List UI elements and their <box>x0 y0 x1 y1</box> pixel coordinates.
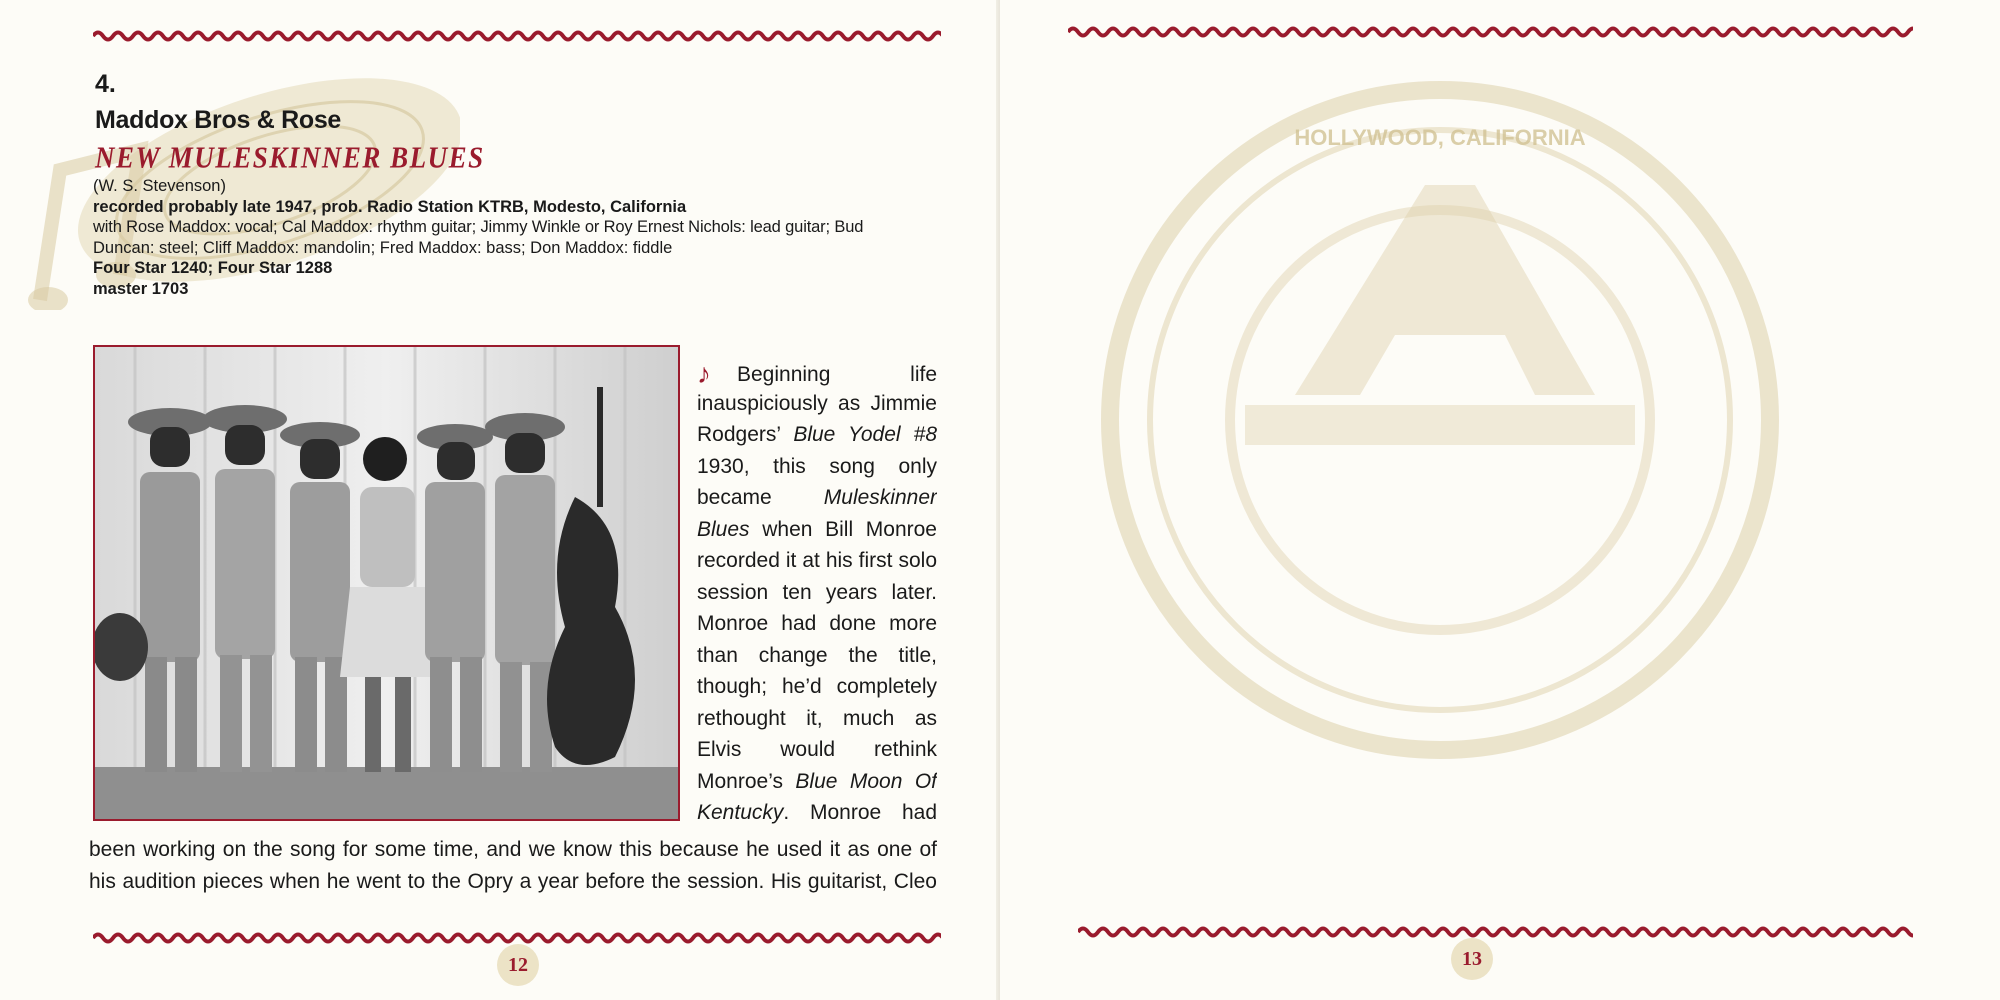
personnel-line-2: Duncan: steel; Cliff Maddox: mandolin; Fred Maddox: bass; Don Maddox: fiddle <box>93 238 673 257</box>
band-photo-icon <box>95 347 678 819</box>
personnel-line-1: with Rose Maddox: vocal; Cal Maddox: rhythm guitar; Jimmy Winkle or Roy Ernest Nichols: lead guitar; Bud <box>93 218 864 236</box>
recording-info: recorded probably late 1947, prob. Radio Station KTRB, Modesto, California <box>93 197 687 216</box>
bottom-wave-divider-right <box>1078 924 1913 940</box>
composer: (W. S. Stevenson) <box>93 177 226 195</box>
band-photo <box>93 345 680 821</box>
label-seal-watermark-icon <box>1095 75 1785 765</box>
page-number-right: 13 <box>1451 938 1493 980</box>
catalog-numbers: Four Star 1240; Four Star 1288 <box>93 259 333 277</box>
watermark-text: HOLLYWOOD, CALIFORNIA <box>1294 125 1586 150</box>
right-page <box>1000 0 2000 1000</box>
track-metadata <box>93 176 941 299</box>
top-wave-divider <box>93 28 941 44</box>
track-number: 4. <box>95 70 116 98</box>
top-wave-divider-right <box>1068 24 1913 40</box>
page-number-left: 12 <box>497 944 539 986</box>
artist-name: Maddox Bros & Rose <box>95 106 342 134</box>
musical-note-icon: ♪ <box>697 358 711 388</box>
song-title: NEW MULESKINNER BLUES <box>95 140 485 175</box>
article-column: ♪ Beginning life inauspiciously as Jimmie Rodgers’ Blue Yodel #8 1930, this song only became Muleskinner Blues when Bill Monroe recorded it at his first solo session ten years later. Monroe had done more than change the title, though; he’d completely rethought it, much as Elvis would rethink Monroe’s Blue Moon Of Kentucky. Monroe had <box>697 358 937 824</box>
master-number: master 1703 <box>93 279 189 298</box>
article-continuation: been working on the song for some time, and we know this because he used it as one of his audition pieces when he went to the Opry a year before the session. His guitarist, Cleo <box>89 838 937 893</box>
